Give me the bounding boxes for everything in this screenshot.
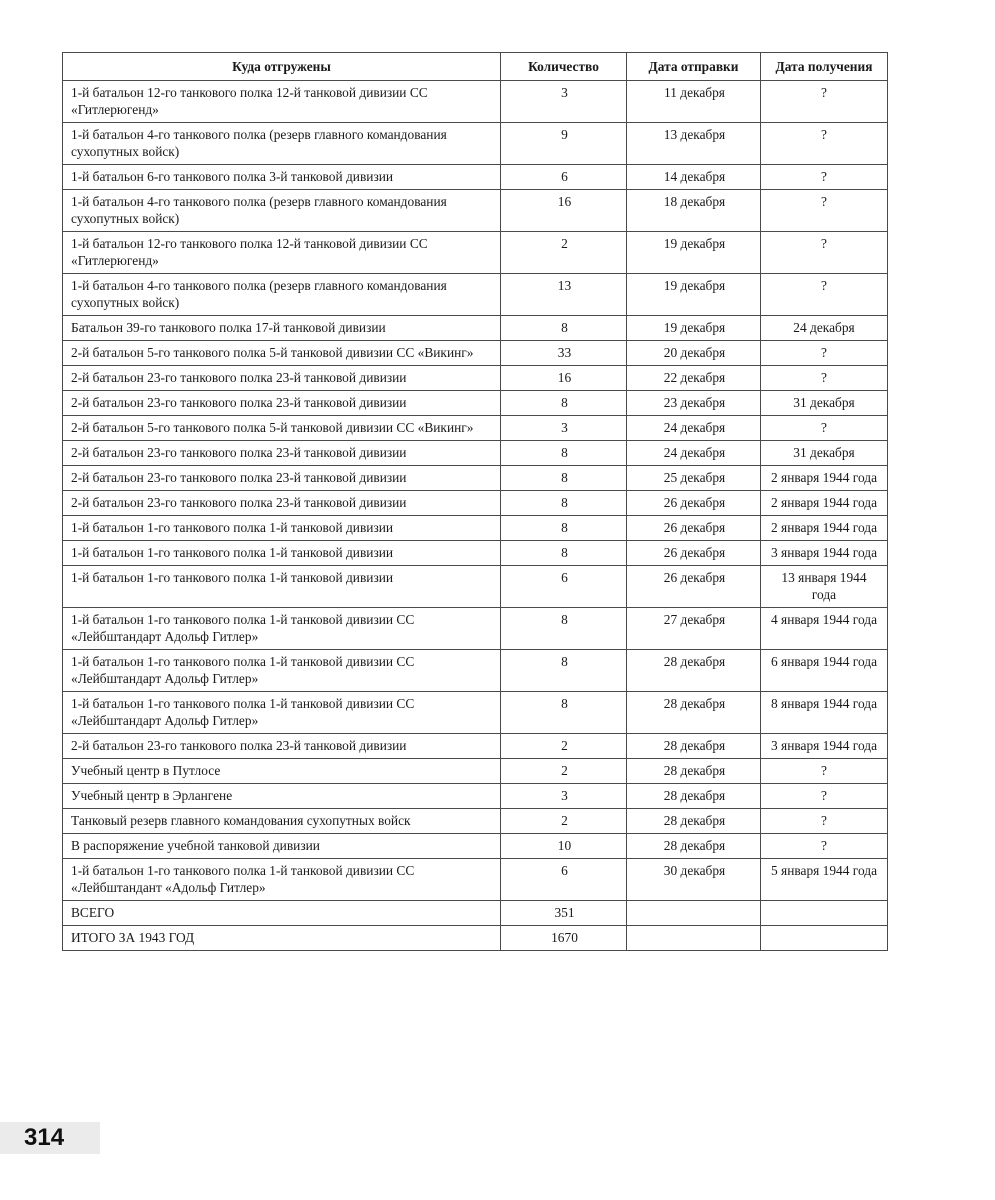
cell-quantity: 2 <box>501 232 627 274</box>
cell-quantity: 10 <box>501 834 627 859</box>
cell-destination: Танковый резерв главного командования сухопутных войск <box>63 809 501 834</box>
cell-sent-date: 28 декабря <box>627 784 761 809</box>
cell-destination: 1-й батальон 1-го танкового полка 1-й танковой дивизии СС «Лейбштандант «Адольф Гитлер» <box>63 859 501 901</box>
cell-sent-date: 25 декабря <box>627 466 761 491</box>
cell-received-date: ? <box>761 366 888 391</box>
table-row <box>63 566 888 608</box>
cell-quantity: 9 <box>501 123 627 165</box>
cell-received-date: ? <box>761 232 888 274</box>
cell-destination: 1-й батальон 4-го танкового полка (резерв главного командования сухопутных войск) <box>63 274 501 316</box>
cell-received-date: 6 января 1944 года <box>761 650 888 692</box>
cell-destination: 1-й батальон 4-го танкового полка (резерв главного командования сухопутных войск) <box>63 123 501 165</box>
header-destination: Куда отгружены <box>63 53 501 81</box>
cell-quantity: 16 <box>501 366 627 391</box>
cell-received-date: ? <box>761 165 888 190</box>
cell-received-date: ? <box>761 274 888 316</box>
table-row <box>63 466 888 491</box>
table-row <box>63 366 888 391</box>
table-row <box>63 859 888 901</box>
table-row <box>63 316 888 341</box>
table-row <box>63 834 888 859</box>
cell-destination: ВСЕГО <box>63 901 501 926</box>
table-row <box>63 165 888 190</box>
cell-sent-date: 24 декабря <box>627 416 761 441</box>
cell-destination: 2-й батальон 23-го танкового полка 23-й танковой дивизии <box>63 441 501 466</box>
cell-sent-date: 20 декабря <box>627 341 761 366</box>
cell-quantity: 3 <box>501 81 627 123</box>
cell-sent-date: 19 декабря <box>627 274 761 316</box>
header-quantity: Количество <box>501 53 627 81</box>
table-row <box>63 391 888 416</box>
table-header-row <box>63 53 888 81</box>
cell-destination: В распоряжение учебной танковой дивизии <box>63 834 501 859</box>
cell-quantity: 2 <box>501 734 627 759</box>
cell-sent-date: 11 декабря <box>627 81 761 123</box>
cell-sent-date: 18 декабря <box>627 190 761 232</box>
cell-received-date: 3 января 1944 года <box>761 541 888 566</box>
cell-destination: 1-й батальон 12-го танкового полка 12-й танковой дивизии СС «Гитлерюгенд» <box>63 232 501 274</box>
table-row <box>63 809 888 834</box>
cell-sent-date: 26 декабря <box>627 541 761 566</box>
cell-received-date: ? <box>761 834 888 859</box>
cell-destination: 1-й батальон 1-го танкового полка 1-й танковой дивизии <box>63 566 501 608</box>
cell-quantity: 33 <box>501 341 627 366</box>
cell-received-date: 13 января 1944 года <box>761 566 888 608</box>
table-row <box>63 692 888 734</box>
cell-destination: 1-й батальон 1-го танкового полка 1-й танковой дивизии <box>63 541 501 566</box>
cell-quantity: 8 <box>501 516 627 541</box>
cell-sent-date: 23 декабря <box>627 391 761 416</box>
cell-sent-date: 26 декабря <box>627 516 761 541</box>
header-received-date: Дата получения <box>761 53 888 81</box>
cell-received-date <box>761 901 888 926</box>
cell-received-date: 4 января 1944 года <box>761 608 888 650</box>
cell-sent-date: 28 декабря <box>627 650 761 692</box>
cell-quantity: 8 <box>501 466 627 491</box>
cell-quantity: 6 <box>501 165 627 190</box>
cell-sent-date: 22 декабря <box>627 366 761 391</box>
table-row <box>63 341 888 366</box>
cell-sent-date: 28 декабря <box>627 759 761 784</box>
table-row <box>63 650 888 692</box>
cell-quantity: 8 <box>501 650 627 692</box>
page-number: 314 <box>24 1124 65 1151</box>
cell-sent-date: 13 декабря <box>627 123 761 165</box>
cell-quantity: 351 <box>501 901 627 926</box>
cell-received-date: ? <box>761 123 888 165</box>
shipment-table <box>62 52 888 951</box>
cell-sent-date: 28 декабря <box>627 834 761 859</box>
cell-sent-date <box>627 926 761 951</box>
cell-sent-date: 14 декабря <box>627 165 761 190</box>
cell-received-date <box>761 926 888 951</box>
table-row <box>63 516 888 541</box>
cell-destination: 2-й батальон 23-го танкового полка 23-й танковой дивизии <box>63 734 501 759</box>
table-row <box>63 759 888 784</box>
cell-received-date: 24 декабря <box>761 316 888 341</box>
cell-sent-date: 28 декабря <box>627 734 761 759</box>
table-row <box>63 416 888 441</box>
table-row <box>63 901 888 926</box>
cell-received-date: ? <box>761 341 888 366</box>
cell-quantity: 6 <box>501 859 627 901</box>
cell-quantity: 16 <box>501 190 627 232</box>
cell-sent-date: 19 декабря <box>627 232 761 274</box>
cell-received-date: 31 декабря <box>761 441 888 466</box>
cell-destination: 2-й батальон 5-го танкового полка 5-й танковой дивизии СС «Викинг» <box>63 341 501 366</box>
table-row <box>63 232 888 274</box>
table-row <box>63 608 888 650</box>
cell-destination: 2-й батальон 23-го танкового полка 23-й танковой дивизии <box>63 391 501 416</box>
table-row <box>63 441 888 466</box>
cell-destination: 1-й батальон 1-го танкового полка 1-й танковой дивизии <box>63 516 501 541</box>
cell-destination: 2-й батальон 23-го танкового полка 23-й танковой дивизии <box>63 491 501 516</box>
table-row <box>63 123 888 165</box>
cell-quantity: 8 <box>501 608 627 650</box>
cell-sent-date: 19 декабря <box>627 316 761 341</box>
cell-destination: 1-й батальон 1-го танкового полка 1-й танковой дивизии СС «Лейбштандарт Адольф Гитлер» <box>63 650 501 692</box>
cell-quantity: 6 <box>501 566 627 608</box>
cell-quantity: 8 <box>501 491 627 516</box>
cell-sent-date: 28 декабря <box>627 692 761 734</box>
cell-quantity: 2 <box>501 809 627 834</box>
table-row <box>63 541 888 566</box>
cell-sent-date <box>627 901 761 926</box>
cell-received-date: 31 декабря <box>761 391 888 416</box>
cell-sent-date: 27 декабря <box>627 608 761 650</box>
cell-destination: 1-й батальон 6-го танкового полка 3-й танковой дивизии <box>63 165 501 190</box>
cell-quantity: 8 <box>501 391 627 416</box>
cell-destination: 2-й батальон 5-го танкового полка 5-й танковой дивизии СС «Викинг» <box>63 416 501 441</box>
cell-received-date: 3 января 1944 года <box>761 734 888 759</box>
cell-quantity: 3 <box>501 416 627 441</box>
cell-received-date: ? <box>761 81 888 123</box>
cell-quantity: 8 <box>501 541 627 566</box>
cell-destination: 1-й батальон 1-го танкового полка 1-й танковой дивизии СС «Лейбштандарт Адольф Гитлер» <box>63 692 501 734</box>
cell-sent-date: 24 декабря <box>627 441 761 466</box>
table-row <box>63 734 888 759</box>
cell-destination: 1-й батальон 1-го танкового полка 1-й танковой дивизии СС «Лейбштандарт Адольф Гитлер» <box>63 608 501 650</box>
cell-destination: Учебный центр в Путлосе <box>63 759 501 784</box>
cell-destination: Батальон 39-го танкового полка 17-й танковой дивизии <box>63 316 501 341</box>
cell-quantity: 3 <box>501 784 627 809</box>
cell-sent-date: 28 декабря <box>627 809 761 834</box>
cell-received-date: ? <box>761 190 888 232</box>
header-sent-date: Дата отправки <box>627 53 761 81</box>
cell-quantity: 8 <box>501 441 627 466</box>
cell-received-date: ? <box>761 809 888 834</box>
cell-quantity: 8 <box>501 316 627 341</box>
cell-received-date: 2 января 1944 года <box>761 491 888 516</box>
cell-received-date: ? <box>761 784 888 809</box>
cell-received-date: ? <box>761 416 888 441</box>
table-row <box>63 926 888 951</box>
cell-received-date: ? <box>761 759 888 784</box>
cell-destination: 1-й батальон 4-го танкового полка (резерв главного командования сухопутных войск) <box>63 190 501 232</box>
cell-destination: 2-й батальон 23-го танкового полка 23-й танковой дивизии <box>63 366 501 391</box>
table-row <box>63 274 888 316</box>
cell-received-date: 8 января 1944 года <box>761 692 888 734</box>
cell-received-date: 5 января 1944 года <box>761 859 888 901</box>
cell-sent-date: 26 декабря <box>627 566 761 608</box>
cell-quantity: 13 <box>501 274 627 316</box>
cell-destination: ИТОГО ЗА 1943 ГОД <box>63 926 501 951</box>
table-row <box>63 784 888 809</box>
cell-destination: Учебный центр в Эрлангене <box>63 784 501 809</box>
table-row <box>63 81 888 123</box>
table-row <box>63 491 888 516</box>
table-row <box>63 190 888 232</box>
cell-received-date: 2 января 1944 года <box>761 466 888 491</box>
cell-destination: 2-й батальон 23-го танкового полка 23-й танковой дивизии <box>63 466 501 491</box>
cell-quantity: 8 <box>501 692 627 734</box>
cell-sent-date: 30 декабря <box>627 859 761 901</box>
cell-quantity: 1670 <box>501 926 627 951</box>
cell-quantity: 2 <box>501 759 627 784</box>
cell-sent-date: 26 декабря <box>627 491 761 516</box>
cell-received-date: 2 января 1944 года <box>761 516 888 541</box>
cell-destination: 1-й батальон 12-го танкового полка 12-й танковой дивизии СС «Гитлерюгенд» <box>63 81 501 123</box>
